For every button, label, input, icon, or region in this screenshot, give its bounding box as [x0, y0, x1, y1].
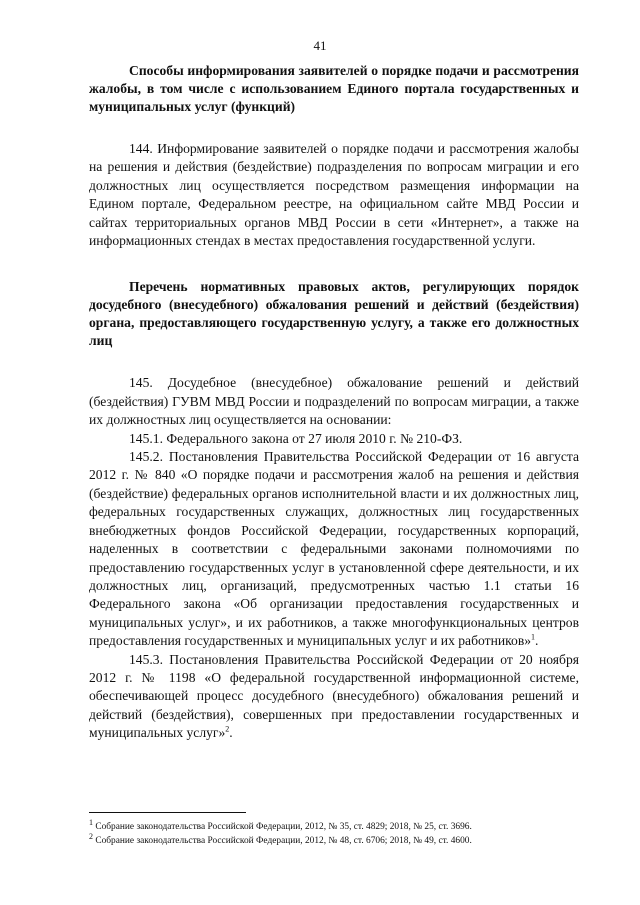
footnote-mark-2: 2 — [89, 831, 93, 841]
paragraph-145-2-text: 145.2. Постановления Правительства Российской Федерации от 16 августа 2012 г. № 840 «О порядке подачи и рассмотрения жалоб на решения и действия (бездействие) федеральных органов исполнительной власти и их должностных лиц, федеральных государственных служащих, должностных лиц государственных внебюджетных фондов Российской Федерации, государственных корпораций, наделенных в соответствии с федеральными законами полномочиями по предоставлению государственных услуг в установленной сфере деятельности, и их должностных лиц, организаций, предусмотренных частью 1.1 статьи 16 Федерального закона «Об организации предоставления государственных и муниципальных услуг», и их работников, а также многофункциональных центров предоставления государственных и муниципальных услуг и их работников» — [89, 449, 579, 649]
footnote-ref-2: 2 — [225, 724, 230, 734]
paragraph-145-2: 145.2. Постановления Правительства Российской Федерации от 16 августа 2012 г. № 840 «О порядке подачи и рассмотрения жалоб на решения и действия (бездействие) федеральных органов исполнительной власти и их должностных лиц, федеральных государственных служащих, должностных лиц государственных внебюджетных фондов Российской Федерации, государственных корпораций, наделенных в соответствии с федеральными законами полномочиями по предоставлению государственных услуг в установленной сфере деятельности, и их должностных лиц, организаций, предусмотренных частью 1.1 статьи 16 Федерального закона «Об организации предоставления государственных и муниципальных услуг», и их работников, а также многофункциональных центров предоставления государственных и муниципальных услуг и их работников»$^1$. — [89, 449, 579, 649]
footnote-ref-1: 1 — [531, 632, 536, 642]
paragraph-145-3-text: 145.3. Постановления Правительства Российской Федерации от 20 ноября 2012 г. № 1198 «О федеральной государственной информационной системе, обеспечивающей процесс досудебного (внесудебного) обжалования решений и действий (бездействия), совершенных при предоставлении государственных и муниципальных услуг» — [89, 651, 579, 741]
footnotes — [89, 817, 589, 848]
document-body — [89, 62, 579, 743]
paragraph-144: 144. Информирование заявителей о порядке подачи и рассмотрения жалобы на решения и действия (бездействие) подразделения по вопросам миграции и его должностных лиц осуществляется посредством размещения информации на Едином портале, Федеральном реестре, на официальном сайте МВД России и сайтах территориальных органов МВД России в сети «Интернет», а также на информационных стендах в местах предоставления государственной услуги. — [89, 141, 579, 249]
paragraph-145: 145. Досудебное (внесудебное) обжалование решений и действий (бездействия) ГУВМ МВД России и подразделений по вопросам миграции, а также их должностных лиц осуществляется на основании: — [89, 375, 579, 428]
paragraph-145-1: 145.1. Федерального закона от 27 июля 2010 г. № 210-ФЗ. — [129, 430, 463, 446]
footnote-divider — [89, 812, 246, 813]
paragraph-145-3 — [89, 651, 579, 743]
paragraph-145-3-tail: . — [229, 725, 233, 741]
footnote-2 — [89, 831, 589, 848]
footnote-text-2: Собрание законодательства Российской Федерации, 2012, № 48, ст. 6706; 2018, № 49, ст. 4600. — [93, 836, 472, 846]
footnote-text-1: Собрание законодательства Российской Федерации, 2012, № 35, ст. 4829; 2018, № 25, ст. 3696. — [93, 822, 472, 832]
section-heading-complaint-info: Способы информирования заявителей о порядке подачи и рассмотрения жалобы, в том числе с использованием Единого портала государственных и муниципальных услуг (функций) — [89, 63, 579, 114]
page-number: 41 — [313, 38, 327, 53]
section-heading-legal-acts: Перечень нормативных правовых актов, регулирующих порядок досудебного (внесудебного) обжалования решений и действий (бездействия) органа, предоставляющего государственную услугу, а также его должностных лиц — [89, 279, 579, 349]
footnote-1 — [89, 817, 589, 834]
footnote-mark-1: 1 — [89, 817, 93, 827]
